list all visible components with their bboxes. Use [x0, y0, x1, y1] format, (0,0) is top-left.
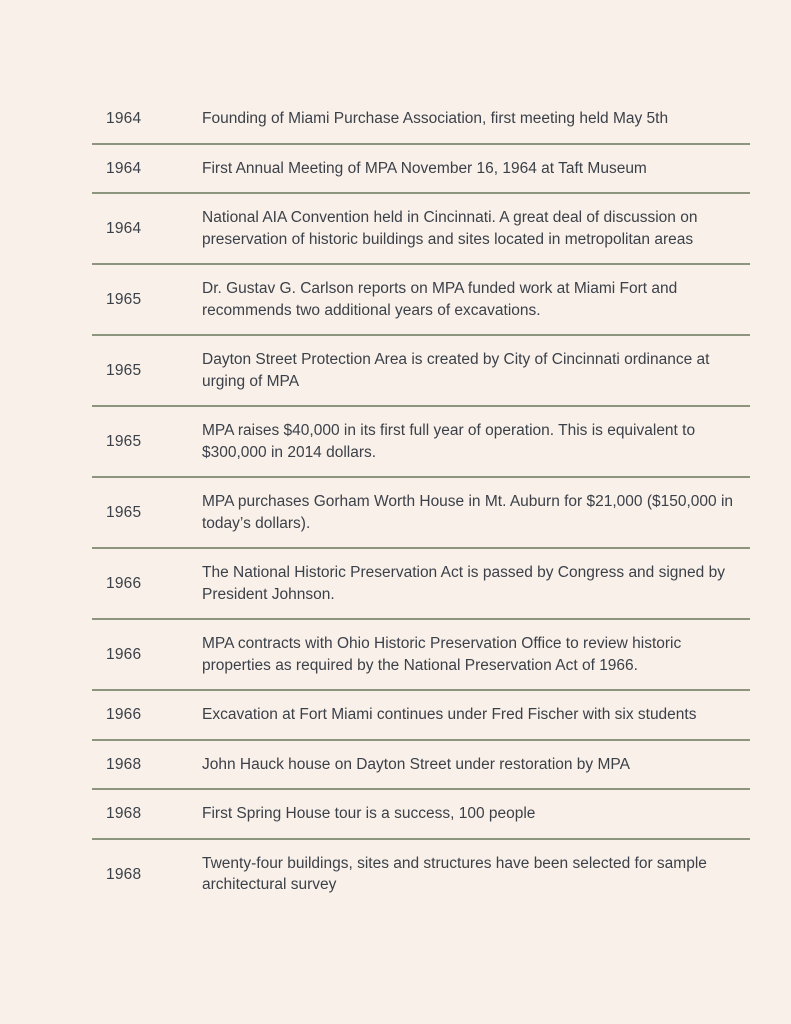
timeline-event-text: Dr. Gustav G. Carlson reports on MPA funded work at Miami Fort and recommends two additional years of excavations. [202, 280, 678, 319]
timeline-event [190, 477, 750, 548]
table-row [92, 789, 750, 839]
timeline-event-text: Twenty-four buildings, sites and structures have been selected for sample architectural survey [202, 854, 707, 893]
timeline-year: 1966 [92, 619, 190, 690]
timeline-year: 1968 [92, 789, 190, 839]
table-row [92, 690, 750, 740]
table-row [92, 619, 750, 690]
timeline-year: 1965 [92, 264, 190, 335]
timeline-event-text: Founding of Miami Purchase Association, first meeting held May 5th [202, 110, 669, 127]
table-row [92, 335, 750, 406]
timeline-event [190, 335, 750, 406]
table-row [92, 95, 750, 144]
timeline-event [190, 839, 750, 909]
timeline-event [190, 619, 750, 690]
table-row [92, 264, 750, 335]
timeline-event [190, 789, 750, 839]
timeline-event-text: Excavation at Fort Miami continues under Fred Fischer with six students [202, 706, 697, 723]
timeline-event-text: The National Historic Preservation Act is passed by Congress and signed by President Johnson. [202, 564, 725, 603]
timeline-event-text: First Spring House tour is a success, 100 people [202, 805, 536, 822]
timeline-event-text: MPA purchases Gorham Worth House in Mt. Auburn for $21,000 ($150,000 in today’s dollars). [202, 493, 734, 532]
timeline-year: 1965 [92, 477, 190, 548]
timeline-table [92, 95, 750, 909]
timeline-event-text: National AIA Convention held in Cincinnati. A great deal of discussion on preservation of historic buildings and sites located in metropolitan areas [202, 209, 698, 248]
timeline-event-text: John Hauck house on Dayton Street under restoration by MPA [202, 755, 630, 773]
timeline-event-text: MPA contracts with Ohio Historic Preservation Office to review historic properties as required by the National Preservation Act of 1966. [202, 635, 682, 674]
timeline-year: 1965 [92, 335, 190, 406]
table-row [92, 477, 750, 548]
timeline-event [190, 193, 750, 264]
table-row [92, 144, 750, 194]
timeline-table-body [92, 95, 750, 909]
table-row [92, 406, 750, 477]
timeline-year: 1964 [92, 144, 190, 194]
table-row [92, 193, 750, 264]
timeline-event-text: MPA raises $40,000 in its first full year of operation. This is equivalent to $300,000 in 2014 dollars. [202, 422, 696, 461]
timeline-year: 1964 [92, 193, 190, 264]
timeline-event-text: Dayton Street Protection Area is created by City of Cincinnati ordinance at urging of MPA [202, 351, 710, 390]
timeline-event-text: First Annual Meeting of MPA November 16, 1964 at Taft Museum [202, 159, 647, 177]
timeline-year: 1966 [92, 690, 190, 740]
timeline-event [190, 264, 750, 335]
table-row [92, 839, 750, 909]
timeline-event [190, 548, 750, 619]
timeline-event [190, 740, 750, 790]
table-row [92, 548, 750, 619]
table-row [92, 740, 750, 790]
timeline-year: 1966 [92, 548, 190, 619]
timeline-event [190, 690, 750, 740]
timeline-event [190, 95, 750, 144]
timeline-year: 1965 [92, 406, 190, 477]
timeline-year: 1964 [106, 110, 142, 128]
timeline-event [190, 406, 750, 477]
timeline-event [190, 144, 750, 194]
timeline-year: 1968 [92, 740, 190, 790]
timeline-year: 1968 [92, 839, 190, 909]
